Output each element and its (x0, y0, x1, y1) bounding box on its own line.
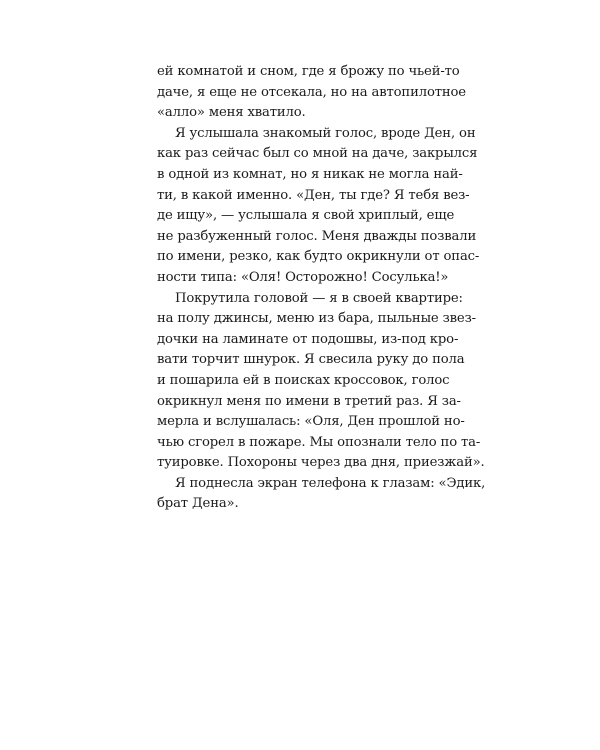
text-line: по имени, резко, как будто окрикнули от опас- (157, 249, 480, 265)
paragraph-4 (157, 474, 486, 515)
text-line: и пошарила ей в поисках кроссовок, голос (157, 372, 450, 388)
text-line: дочки на ламинате от подошвы, из-под кро- (157, 331, 459, 347)
paragraph-2 (157, 124, 480, 289)
text-line: чью сгорел в пожаре. Мы опознали тело по та- (157, 434, 481, 450)
paragraph-1 (157, 62, 466, 124)
text-line: Покрутила головой — я в своей квартире: (175, 290, 463, 306)
text-line: окрикнул меня по имени в третий раз. Я за- (157, 393, 461, 409)
text-line: не разбуженный голос. Меня дважды позвали (157, 228, 477, 244)
text-line: Я услышала знакомый голос, вроде Ден, он (175, 125, 476, 141)
text-line: Я поднесла экран телефона к глазам: «Эдик, (175, 475, 486, 491)
text-line: как раз сейчас был со мной на даче, закрылся (157, 146, 478, 162)
text-line: на полу джинсы, меню из бара, пыльные звез- (157, 311, 476, 327)
text-line: мерла и вслушалась: «Оля, Ден прошлой но- (157, 414, 465, 430)
text-line: ей комнатой и сном, где я брожу по чьей-то (157, 64, 460, 79)
text-line: в одной из комнат, но я никак не могла най- (157, 166, 463, 182)
paragraph-3 (157, 289, 485, 474)
text-line: «алло» меня хватило. (157, 105, 306, 121)
text-line: де ищу», — услышала я свой хриплый, еще (157, 208, 455, 224)
text-line: даче, я еще не отсекала, но на автопилотное (157, 84, 466, 100)
text-line: ти, в какой именно. «Ден, ты где? Я тебя вез- (157, 187, 470, 203)
text-line: туировке. Похороны через два дня, приезжай». (157, 455, 485, 471)
text-line: вати торчит шнурок. Я свесила руку до пола (157, 352, 465, 368)
text-line: ности типа: «Оля! Осторожно! Сосулька!» (157, 269, 449, 285)
body-text (157, 62, 486, 515)
text-line: брат Дена». (157, 496, 239, 512)
